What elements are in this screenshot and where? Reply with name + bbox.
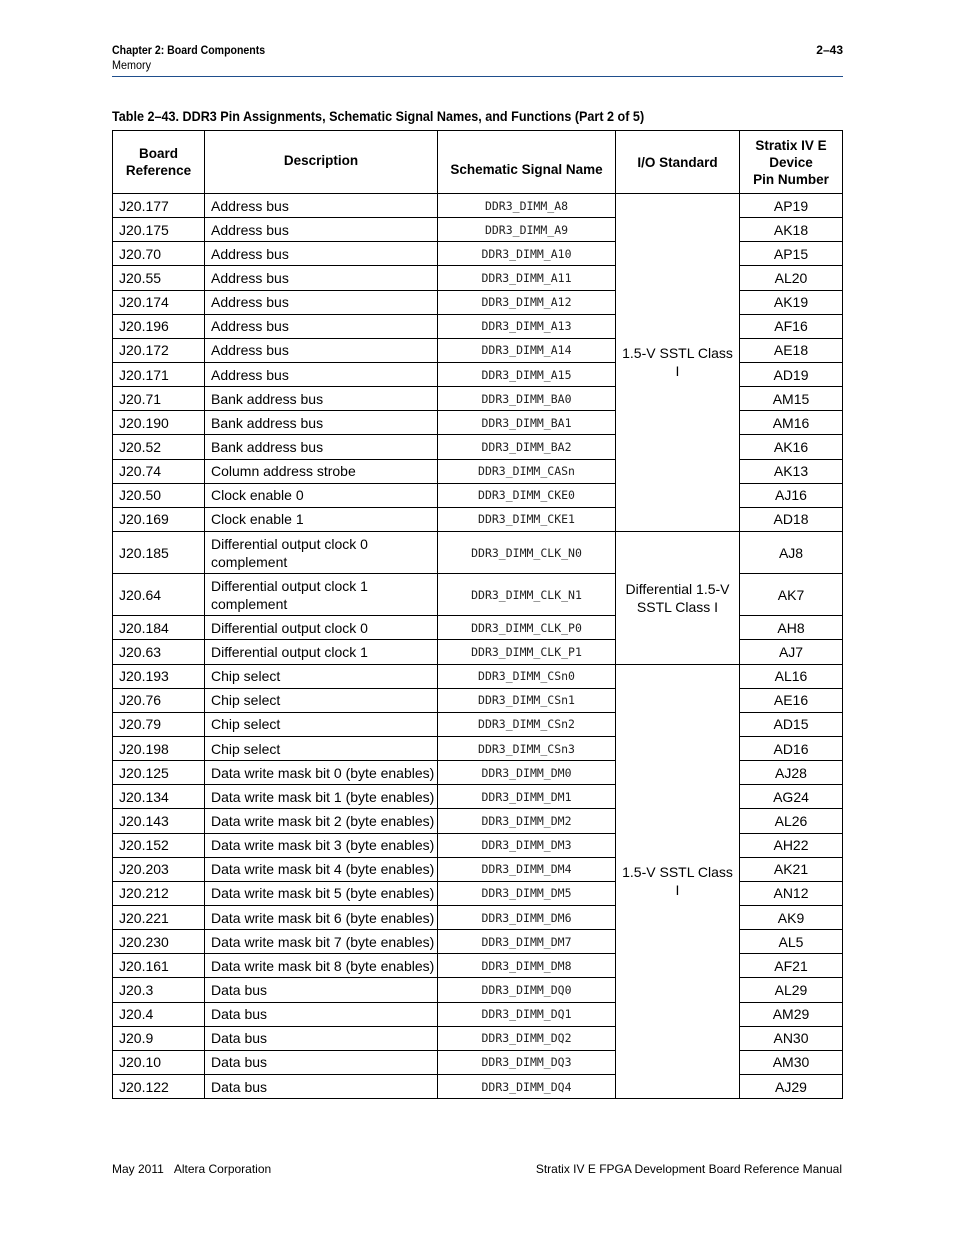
- board-reference-cell: J20.161: [113, 954, 205, 978]
- signal-name-cell: DDR3_DIMM_CASn: [438, 459, 616, 483]
- pin-number-cell: AL16: [740, 664, 843, 688]
- signal-name-cell: DDR3_DIMM_DQ3: [438, 1050, 616, 1074]
- table-caption: Table 2–43. DDR3 Pin Assignments, Schematic Signal Names, and Functions (Part 2 of 5): [112, 108, 645, 124]
- col-header-board-reference: Board Reference: [113, 131, 205, 194]
- pin-number-cell: AJ7: [740, 640, 843, 664]
- signal-name-cell: DDR3_DIMM_A13: [438, 314, 616, 338]
- pin-number-cell: AD15: [740, 712, 843, 736]
- pin-number-cell: AL29: [740, 978, 843, 1002]
- pin-number-cell: AM29: [740, 1002, 843, 1026]
- board-reference-cell: J20.190: [113, 411, 205, 435]
- board-reference-cell: J20.3: [113, 978, 205, 1002]
- col-header-io-standard: I/O Standard: [616, 131, 740, 194]
- pin-number-cell: AJ28: [740, 761, 843, 785]
- footer-date: May 2011: [112, 1162, 164, 1176]
- description-cell: Address bus: [205, 266, 438, 290]
- pin-number-cell: AL20: [740, 266, 843, 290]
- section-title: Memory: [112, 58, 152, 72]
- signal-name-cell: DDR3_DIMM_BA2: [438, 435, 616, 459]
- col-header-description: Description: [205, 131, 438, 194]
- board-reference-cell: J20.55: [113, 266, 205, 290]
- description-cell: Data bus: [205, 1050, 438, 1074]
- board-reference-cell: J20.174: [113, 290, 205, 314]
- table-row: [113, 194, 843, 218]
- board-reference-cell: J20.134: [113, 785, 205, 809]
- footer-company: Altera Corporation: [173, 1162, 272, 1176]
- board-reference-cell: J20.4: [113, 1002, 205, 1026]
- signal-name-cell: DDR3_DIMM_CLK_P0: [438, 616, 616, 640]
- board-reference-cell: J20.203: [113, 857, 205, 881]
- pin-number-cell: AK13: [740, 459, 843, 483]
- description-cell: Address bus: [205, 362, 438, 386]
- signal-name-cell: DDR3_DIMM_CLK_N1: [438, 574, 616, 616]
- board-reference-cell: J20.152: [113, 833, 205, 857]
- description-cell: Data bus: [205, 978, 438, 1002]
- board-reference-cell: J20.10: [113, 1050, 205, 1074]
- pin-number-cell: AN12: [740, 881, 843, 905]
- signal-name-cell: DDR3_DIMM_DM7: [438, 930, 616, 954]
- board-reference-cell: J20.196: [113, 314, 205, 338]
- board-reference-cell: J20.76: [113, 688, 205, 712]
- signal-name-cell: DDR3_DIMM_DM4: [438, 857, 616, 881]
- description-cell: Clock enable 0: [205, 483, 438, 507]
- header-rule: [112, 76, 843, 77]
- signal-name-cell: DDR3_DIMM_DM2: [438, 809, 616, 833]
- pin-number-cell: AG24: [740, 785, 843, 809]
- pin-number-cell: AD16: [740, 737, 843, 761]
- description-cell: Chip select: [205, 712, 438, 736]
- pin-number-cell: AE16: [740, 688, 843, 712]
- board-reference-cell: J20.64: [113, 574, 205, 616]
- description-cell: Column address strobe: [205, 459, 438, 483]
- signal-name-cell: DDR3_DIMM_A12: [438, 290, 616, 314]
- pin-number-cell: AH22: [740, 833, 843, 857]
- signal-name-cell: DDR3_DIMM_A14: [438, 338, 616, 362]
- pin-number-cell: AK18: [740, 218, 843, 242]
- board-reference-cell: J20.221: [113, 906, 205, 930]
- pin-number-cell: AJ29: [740, 1075, 843, 1099]
- board-reference-cell: J20.171: [113, 362, 205, 386]
- io-standard-cell: 1.5-V SSTL Class I: [616, 664, 740, 1099]
- signal-name-cell: DDR3_DIMM_CSn3: [438, 737, 616, 761]
- footer-left: [112, 1162, 271, 1176]
- footer-manual-title: Stratix IV E FPGA Development Board Reference Manual: [535, 1162, 842, 1176]
- table-header-row: [113, 131, 843, 194]
- signal-name-cell: DDR3_DIMM_CLK_N0: [438, 531, 616, 573]
- description-cell: Differential output clock 1 complement: [205, 574, 438, 616]
- pin-number-cell: AK7: [740, 574, 843, 616]
- table-row: [113, 664, 843, 688]
- pin-number-cell: AH8: [740, 616, 843, 640]
- description-cell: Address bus: [205, 218, 438, 242]
- pin-number-cell: AP15: [740, 242, 843, 266]
- description-cell: Chip select: [205, 737, 438, 761]
- board-reference-cell: J20.212: [113, 881, 205, 905]
- pin-number-cell: AK9: [740, 906, 843, 930]
- pin-number-cell: AD18: [740, 507, 843, 531]
- description-cell: Data write mask bit 5 (byte enables): [205, 881, 438, 905]
- description-cell: Chip select: [205, 664, 438, 688]
- pin-number-cell: AM30: [740, 1050, 843, 1074]
- description-cell: Data write mask bit 3 (byte enables): [205, 833, 438, 857]
- pin-number-cell: AN30: [740, 1026, 843, 1050]
- board-reference-cell: J20.177: [113, 194, 205, 218]
- description-cell: Address bus: [205, 338, 438, 362]
- description-cell: Differential output clock 0 complement: [205, 531, 438, 573]
- io-standard-cell: 1.5-V SSTL Class I: [616, 194, 740, 532]
- board-reference-cell: J20.185: [113, 531, 205, 573]
- board-reference-cell: J20.71: [113, 387, 205, 411]
- board-reference-cell: J20.50: [113, 483, 205, 507]
- table-row: [113, 531, 843, 573]
- signal-name-cell: DDR3_DIMM_CSn1: [438, 688, 616, 712]
- pin-number-cell: AP19: [740, 194, 843, 218]
- description-cell: Bank address bus: [205, 387, 438, 411]
- pin-number-cell: AK21: [740, 857, 843, 881]
- signal-name-cell: DDR3_DIMM_A15: [438, 362, 616, 386]
- signal-name-cell: DDR3_DIMM_CKE1: [438, 507, 616, 531]
- pin-number-cell: AF16: [740, 314, 843, 338]
- signal-name-cell: DDR3_DIMM_DM5: [438, 881, 616, 905]
- signal-name-cell: DDR3_DIMM_DQ2: [438, 1026, 616, 1050]
- signal-name-cell: DDR3_DIMM_BA1: [438, 411, 616, 435]
- description-cell: Address bus: [205, 242, 438, 266]
- signal-name-cell: DDR3_DIMM_DQ0: [438, 978, 616, 1002]
- pin-number-cell: AJ8: [740, 531, 843, 573]
- description-cell: Bank address bus: [205, 411, 438, 435]
- description-cell: Data write mask bit 0 (byte enables): [205, 761, 438, 785]
- description-cell: Data write mask bit 8 (byte enables): [205, 954, 438, 978]
- description-cell: Differential output clock 0: [205, 616, 438, 640]
- col-header-pin-number: Stratix IV E Device Pin Number: [740, 131, 843, 194]
- signal-name-cell: DDR3_DIMM_CLK_P1: [438, 640, 616, 664]
- pin-number-cell: AM16: [740, 411, 843, 435]
- pin-number-cell: AJ16: [740, 483, 843, 507]
- board-reference-cell: J20.172: [113, 338, 205, 362]
- pin-number-cell: AK19: [740, 290, 843, 314]
- signal-name-cell: DDR3_DIMM_BA0: [438, 387, 616, 411]
- signal-name-cell: DDR3_DIMM_DM1: [438, 785, 616, 809]
- signal-name-cell: DDR3_DIMM_DM6: [438, 906, 616, 930]
- board-reference-cell: J20.125: [113, 761, 205, 785]
- description-cell: Data bus: [205, 1002, 438, 1026]
- signal-name-cell: DDR3_DIMM_DM3: [438, 833, 616, 857]
- signal-name-cell: DDR3_DIMM_CSn2: [438, 712, 616, 736]
- description-cell: Data bus: [205, 1026, 438, 1050]
- signal-name-cell: DDR3_DIMM_DQ4: [438, 1075, 616, 1099]
- pin-number-cell: AL5: [740, 930, 843, 954]
- description-cell: Address bus: [205, 194, 438, 218]
- board-reference-cell: J20.169: [113, 507, 205, 531]
- board-reference-cell: J20.198: [113, 737, 205, 761]
- page-header: [112, 42, 843, 73]
- description-cell: Data write mask bit 1 (byte enables): [205, 785, 438, 809]
- signal-name-cell: DDR3_DIMM_A9: [438, 218, 616, 242]
- pin-number-cell: AL26: [740, 809, 843, 833]
- board-reference-cell: J20.184: [113, 616, 205, 640]
- board-reference-cell: J20.193: [113, 664, 205, 688]
- pin-number-cell: AE18: [740, 338, 843, 362]
- board-reference-cell: J20.79: [113, 712, 205, 736]
- pin-number-cell: AD19: [740, 362, 843, 386]
- description-cell: Address bus: [205, 290, 438, 314]
- description-cell: Differential output clock 1: [205, 640, 438, 664]
- pin-number-cell: AF21: [740, 954, 843, 978]
- board-reference-cell: J20.9: [113, 1026, 205, 1050]
- signal-name-cell: DDR3_DIMM_DM0: [438, 761, 616, 785]
- board-reference-cell: J20.122: [113, 1075, 205, 1099]
- description-cell: Data write mask bit 2 (byte enables): [205, 809, 438, 833]
- signal-name-cell: DDR3_DIMM_DQ1: [438, 1002, 616, 1026]
- signal-name-cell: DDR3_DIMM_DM8: [438, 954, 616, 978]
- signal-name-cell: DDR3_DIMM_CKE0: [438, 483, 616, 507]
- col-header-signal-name: Schematic Signal Name: [438, 131, 616, 194]
- board-reference-cell: J20.175: [113, 218, 205, 242]
- description-cell: Address bus: [205, 314, 438, 338]
- pin-number-cell: AK16: [740, 435, 843, 459]
- page-number: 2–43: [816, 43, 843, 57]
- signal-name-cell: DDR3_DIMM_CSn0: [438, 664, 616, 688]
- signal-name-cell: DDR3_DIMM_A10: [438, 242, 616, 266]
- board-reference-cell: J20.63: [113, 640, 205, 664]
- board-reference-cell: J20.230: [113, 930, 205, 954]
- description-cell: Chip select: [205, 688, 438, 712]
- description-cell: Data bus: [205, 1075, 438, 1099]
- board-reference-cell: J20.74: [113, 459, 205, 483]
- description-cell: Data write mask bit 4 (byte enables): [205, 857, 438, 881]
- ddr3-pin-table: [112, 130, 843, 1099]
- signal-name-cell: DDR3_DIMM_A11: [438, 266, 616, 290]
- description-cell: Data write mask bit 7 (byte enables): [205, 930, 438, 954]
- board-reference-cell: J20.52: [113, 435, 205, 459]
- signal-name-cell: DDR3_DIMM_A8: [438, 194, 616, 218]
- board-reference-cell: J20.143: [113, 809, 205, 833]
- chapter-title: Chapter 2: Board Components: [112, 43, 266, 57]
- io-standard-cell: Differential 1.5-V SSTL Class I: [616, 531, 740, 664]
- board-reference-cell: J20.70: [113, 242, 205, 266]
- description-cell: Clock enable 1: [205, 507, 438, 531]
- description-cell: Data write mask bit 6 (byte enables): [205, 906, 438, 930]
- description-cell: Bank address bus: [205, 435, 438, 459]
- pin-number-cell: AM15: [740, 387, 843, 411]
